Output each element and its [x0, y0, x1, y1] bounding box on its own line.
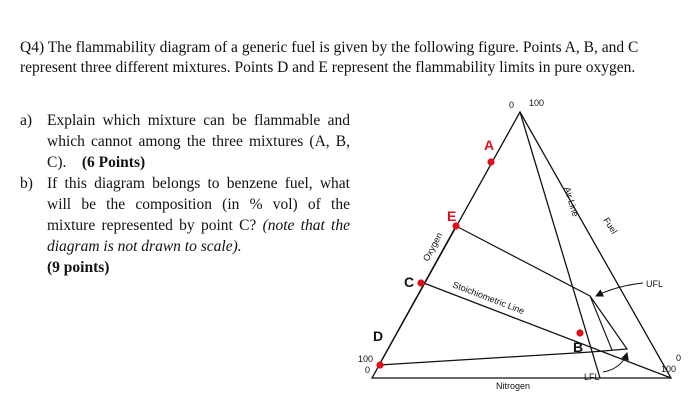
- part-b-label: b): [20, 175, 33, 192]
- air-line-label: Air Line: [562, 185, 581, 218]
- stoichiometric-label: Stoichiometric Line: [451, 279, 526, 317]
- part-b-note: (note that the diagram is not drawn to scale).: [47, 217, 350, 255]
- point-d-marker: [376, 361, 383, 368]
- ufl-label: UFL: [646, 279, 664, 289]
- nitrogen-label: Nitrogen: [496, 381, 531, 391]
- air-line: [520, 112, 600, 378]
- point-b-marker: [576, 329, 583, 336]
- stoichiometric-line: [421, 279, 671, 378]
- ufl-leader: [596, 283, 643, 296]
- point-a-label: A: [484, 137, 495, 153]
- part-a-label: a): [20, 112, 33, 129]
- oxygen-label: Oxygen: [420, 230, 445, 263]
- tick-top-right: 100: [529, 98, 545, 108]
- point-b-label: B: [573, 339, 584, 355]
- question-text: Q4) The flammability diagram of a generic fuel is given by the following figure. Points A, B, and C represent three different mixtures. Points D and E represent the flammability limits in pure oxygen.: [20, 39, 639, 76]
- fuel-label: Fuel: [601, 215, 620, 236]
- part-a-points: (6 Points): [81, 154, 146, 171]
- point-e-label: E: [447, 208, 457, 224]
- tick-bottom-right-bottom: 100: [661, 364, 677, 374]
- point-c-label: C: [404, 274, 415, 290]
- triangle-outline: [372, 112, 671, 378]
- tick-top-left: 0: [509, 100, 515, 110]
- part-b-text: If this diagram belongs to benzene fuel, what will be the composition (in % vol) of the mixture represented by point C?: [47, 175, 350, 234]
- tick-bottom-right-top: 0: [676, 353, 682, 363]
- tick-bottom-left-bottom: 0: [365, 365, 371, 375]
- point-a-marker: [487, 158, 494, 165]
- part-b-points: (9 points): [47, 259, 110, 276]
- part-a-text: Explain which mixture can be flammable and which cannot among the three mixtures (A, B, C).: [47, 112, 350, 171]
- point-c-marker: [417, 279, 424, 286]
- tick-bottom-left-top: 100: [358, 354, 374, 364]
- lfl-label: LFL: [584, 372, 600, 382]
- point-d-label: D: [373, 328, 384, 344]
